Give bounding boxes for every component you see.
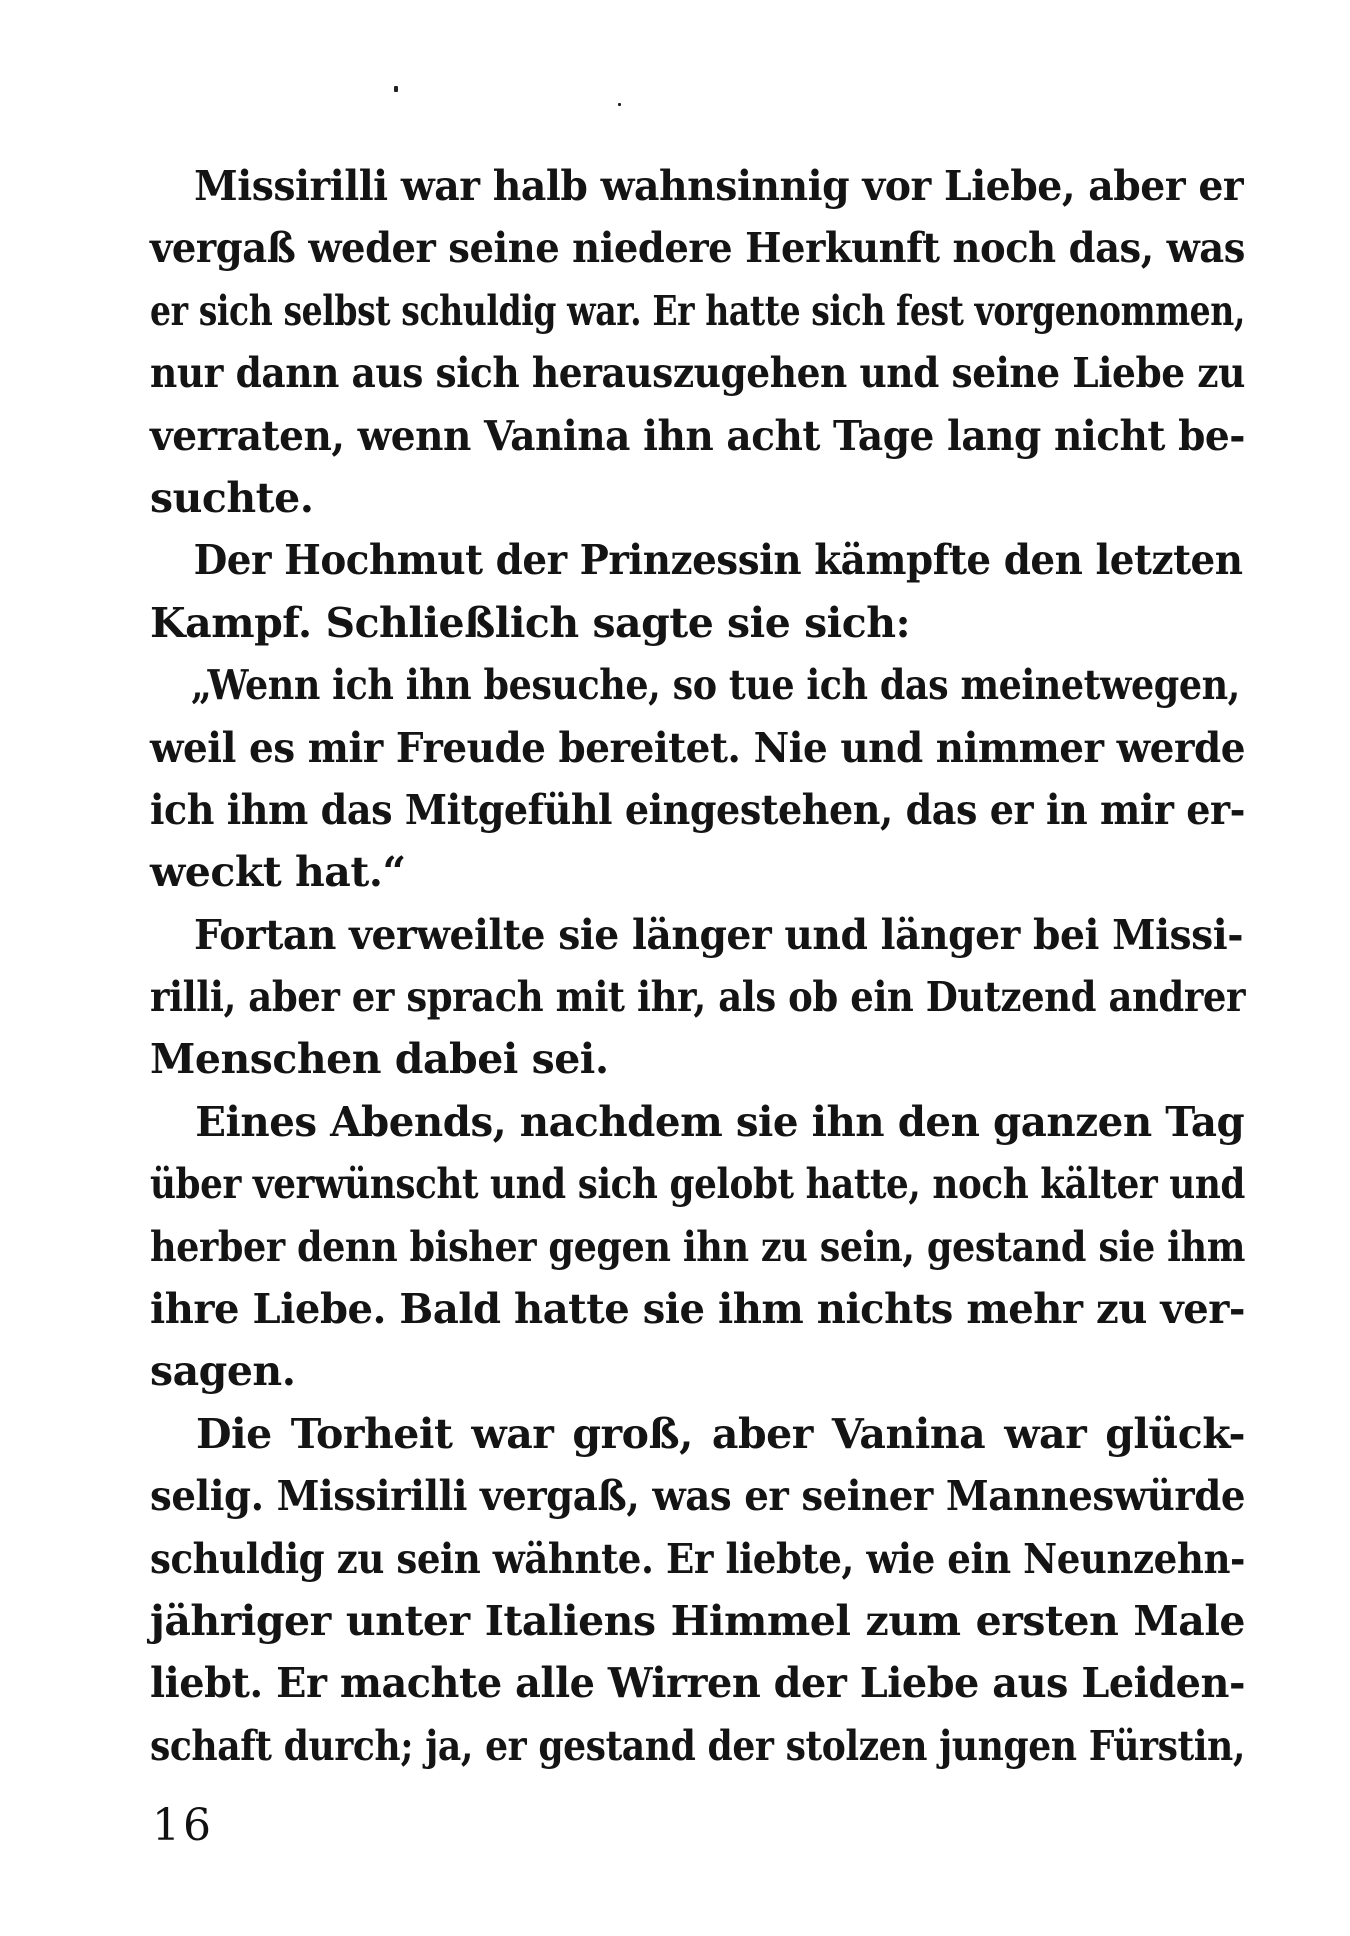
text-line <box>150 717 1245 779</box>
text-line-content: nur dann aus sich herauszugehen und seine Liebe zu <box>150 349 1245 398</box>
text-line-content: Menschen dabei sei. <box>150 1035 609 1084</box>
text-line-content: rilli, aber er sprach mit ihr, als ob ein Dutzend andrer <box>150 973 1245 1022</box>
scan-speck-artifact <box>618 103 621 106</box>
text-line-content: er sich selbst schuldig war. Er hatte sich fest vorgenommen, <box>150 286 1245 335</box>
text-line <box>150 1340 1245 1402</box>
text-line <box>150 1715 1245 1777</box>
text-line-content: weil es mir Freude bereitet. Nie und nimmer werde <box>150 723 1245 772</box>
text-line <box>150 1278 1245 1340</box>
text-line <box>150 1028 1245 1090</box>
text-line-content: schaft durch; ja, er gestand der stolzen jungen Fürstin, <box>150 1721 1245 1770</box>
text-line-content: „Wenn ich ihn besuche, so tue ich das meinetwegen, <box>190 661 1240 710</box>
text-line <box>150 405 1245 467</box>
text-line-content: vergaß weder seine niedere Herkunft noch das, was <box>150 224 1245 273</box>
text-line <box>150 592 1245 654</box>
scan-speck-artifact <box>394 86 398 92</box>
text-line-content: Der Hochmut der Prinzessin kämpfte den letzten <box>193 536 1243 585</box>
text-line <box>150 1403 1245 1465</box>
text-line <box>150 904 1244 966</box>
text-line <box>150 342 1245 404</box>
text-line <box>150 654 1240 716</box>
text-line-content: Eines Abends, nachdem sie ihn den ganzen Tag <box>195 1097 1245 1146</box>
text-line <box>150 217 1245 279</box>
text-line-content: herber denn bisher gegen ihn zu sein, gestand sie ihm <box>150 1222 1245 1271</box>
text-line-content: verraten, wenn Vanina ihn acht Tage lang nicht be- <box>150 411 1245 460</box>
page-number: 16 <box>152 1800 214 1851</box>
text-line <box>150 529 1243 591</box>
text-line-content: Fortan verweilte sie länger und länger bei Missi- <box>194 910 1244 959</box>
text-line-content: über verwünscht und sich gelobt hatte, noch kälter und <box>150 1160 1245 1209</box>
body-text <box>150 155 1245 1777</box>
text-line-content: Missirilli war halb wahnsinnig vor Liebe, aber er <box>194 162 1244 210</box>
text-line <box>150 841 1245 903</box>
text-line <box>150 1465 1245 1527</box>
text-line-content: schuldig zu sein wähnte. Er liebte, wie ein Neunzehn- <box>150 1534 1245 1583</box>
text-line <box>150 1216 1245 1278</box>
text-line <box>150 1153 1245 1215</box>
text-line-content: sagen. <box>150 1347 296 1396</box>
text-line-content: liebt. Er machte alle Wirren der Liebe aus Leiden- <box>150 1659 1245 1708</box>
text-line-content: ich ihm das Mitgefühl eingestehen, das er in mir er- <box>150 785 1245 834</box>
text-line <box>150 155 1244 217</box>
text-line <box>150 467 1245 529</box>
text-line-content: ihre Liebe. Bald hatte sie ihm nichts mehr zu ver- <box>150 1285 1245 1334</box>
text-line-content: jähriger unter Italiens Himmel zum ersten Male <box>150 1596 1245 1645</box>
text-line <box>150 1652 1245 1714</box>
text-line-content: Kampf. Schließlich sagte sie sich: <box>150 598 911 647</box>
text-line-content: weckt hat.“ <box>150 848 406 897</box>
text-line-content: suchte. <box>150 473 314 522</box>
text-line <box>150 280 1245 342</box>
text-line-content: selig. Missirilli vergaß, was er seiner Manneswürde <box>150 1472 1245 1521</box>
text-line <box>150 779 1245 841</box>
text-line <box>150 966 1245 1028</box>
text-line <box>150 1590 1245 1652</box>
text-line-content: Die Torheit war groß, aber Vanina war glück- <box>196 1409 1245 1458</box>
text-line <box>150 1528 1245 1590</box>
text-line <box>150 1091 1245 1153</box>
